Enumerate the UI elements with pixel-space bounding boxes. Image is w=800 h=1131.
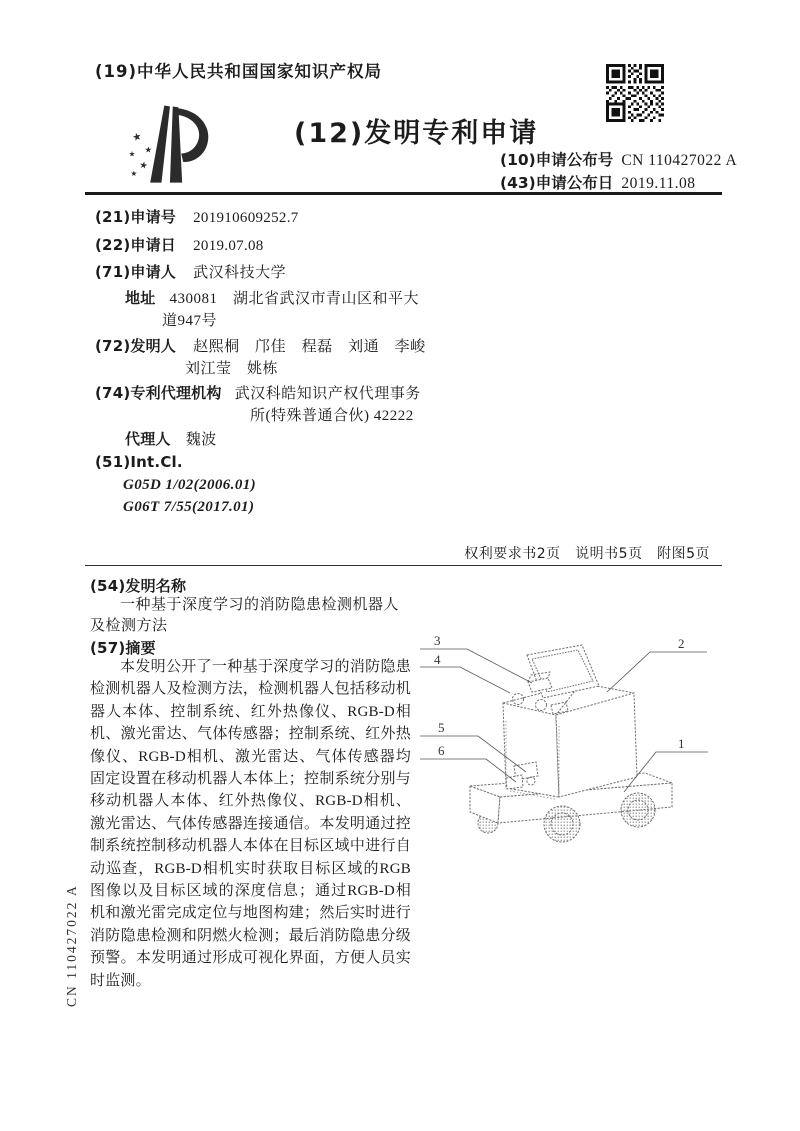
field-agency xyxy=(95,382,421,403)
application-date-label: (22)申请日 xyxy=(95,236,176,254)
address-label: 地址 xyxy=(125,289,156,307)
svg-text:★: ★ xyxy=(131,131,143,145)
publication-office: (19)中华人民共和国国家知识产权局 xyxy=(95,62,383,81)
field-inventors xyxy=(95,335,426,356)
inventors-line1: 赵熙桐 邝佳 程磊 刘通 李峻 xyxy=(193,339,426,355)
field-application-number xyxy=(95,206,299,227)
agent-value: 魏波 xyxy=(185,432,217,448)
application-date-value: 2019.07.08 xyxy=(193,238,264,254)
publication-number-row xyxy=(500,148,737,170)
svg-text:★: ★ xyxy=(138,160,149,172)
agency-line1: 武汉科皓知识产权代理事务 xyxy=(234,386,421,402)
cnipa-logo-icon xyxy=(122,100,216,190)
applicant-label: (71)申请人 xyxy=(95,263,176,281)
abstract-label: (57)摘要 xyxy=(90,639,156,657)
inventors-label: (72)发明人 xyxy=(95,337,176,355)
intcl-label: (51)Int.Cl. xyxy=(95,453,183,471)
pages-info: 权利要求书2页 说明书5页 附图5页 xyxy=(464,546,710,562)
divider-thick xyxy=(85,192,722,195)
invention-title: 一种基于深度学习的消防隐患检测机器人及检测方法 xyxy=(90,597,400,634)
callout-2: 2 xyxy=(678,636,685,651)
field-application-date xyxy=(95,234,264,255)
publication-date-label: (43)申请公布日 xyxy=(500,174,614,192)
applicant-value: 武汉科技大学 xyxy=(193,265,287,281)
svg-text:★: ★ xyxy=(128,149,136,159)
callout-1: 1 xyxy=(678,736,685,751)
abstract-text: 本发明公开了一种基于深度学习的消防隐患检测机器人及检测方法，检测机器人包括移动机器人本体、控制系统、红外热像仪、RGB-D相机、激光雷达、气体传感器；控制系统、红外热像仪、RGB-D相机、激光雷达、气体传感器均固定设置在移动机器人本体上；控制系统分别与移动机器人本体、红外热像仪、RGB-D相机、激光雷达、气体传感器连接通信。本发明通过控制系统控制移动机器人本体在目标区域中进行自动巡查，RGB-D相机实时获取目标区域的RGB图像以及目标区域的深度信息；通过RGB-D相机和激光雷完成定位与地图构建；然后实时进行消防隐患检测和阴燃火检测；最后消防隐患分级预警。本发明通过形成可视化界面，方便人员实时监测。 xyxy=(90,659,411,989)
publication-number-label: (10)申请公布号 xyxy=(500,151,614,169)
field-agent xyxy=(125,428,217,449)
callout-5: 5 xyxy=(438,720,445,735)
document-type-title: (12)发明专利申请 xyxy=(294,118,539,149)
field-address xyxy=(125,287,419,308)
publication-date-row xyxy=(500,171,696,193)
title-label: (54)发明名称 xyxy=(90,577,187,595)
divider-thin xyxy=(85,565,722,566)
intcl-entry-2: G06T 7/55(2017.01) xyxy=(123,499,255,515)
address-line1: 430081 湖北省武汉市青山区和平大 xyxy=(169,291,420,307)
qr-code-icon xyxy=(606,64,664,122)
callout-3: 3 xyxy=(434,633,441,648)
field-applicant xyxy=(95,261,286,282)
address-line2: 道947号 xyxy=(162,313,218,329)
callout-6: 6 xyxy=(438,743,445,758)
svg-text:★: ★ xyxy=(130,169,138,179)
side-publication-id: CN 110427022 A xyxy=(64,884,79,1007)
agency-line2: 所(特殊普通合伙) 42222 xyxy=(250,408,414,424)
robot-figure-drawing xyxy=(410,626,760,846)
publication-number-value: CN 110427022 A xyxy=(621,152,738,169)
agency-label: (74)专利代理机构 xyxy=(95,384,222,402)
application-number-label: (21)申请号 xyxy=(95,208,176,226)
publication-date-value: 2019.11.08 xyxy=(621,175,696,192)
application-number-value: 201910609252.7 xyxy=(193,210,299,226)
inventors-line2: 刘江莹 姚栋 xyxy=(185,361,279,377)
callout-4: 4 xyxy=(434,652,441,667)
svg-text:★: ★ xyxy=(144,144,153,155)
agent-label: 代理人 xyxy=(125,430,171,448)
intcl-entry-1: G05D 1/02(2006.01) xyxy=(123,477,257,493)
